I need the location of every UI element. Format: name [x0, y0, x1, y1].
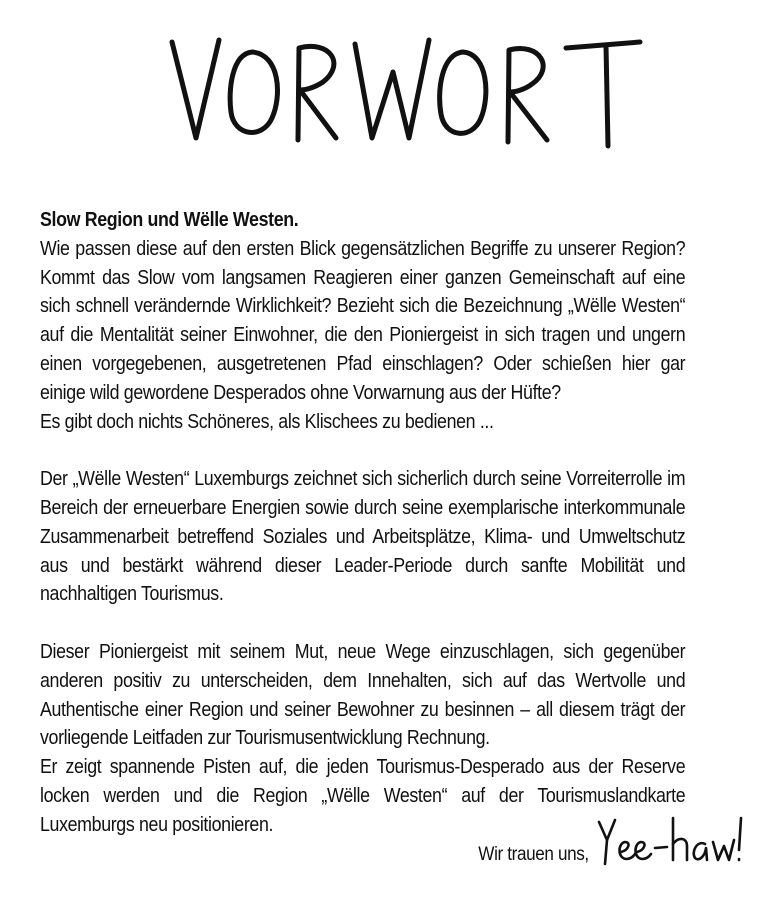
- foreword-body: [40, 206, 685, 840]
- intro-lead: Slow Region und Wëlle Westen.: [40, 209, 299, 231]
- closing-text: Wir trauen uns,: [478, 844, 589, 865]
- vorwort-handwritten-title: [0, 12, 783, 162]
- intro-text: Wie passen diese auf den ersten Blick gegensätzlichen Begriffe zu unserer Region? Kommt das Slow vom langsamen Reagieren einer ganzen Gemeinschaft auf eine sich schnell verändernde Wirklichkeit? Bezieht sich die Bezeichnung „Wëlle Westen“ auf die Mentalität seiner Einwohner, die den Pioniergeist in sich tragen und ungern einen vorgegebenen, ausgetretenen Pfad einschlagen? Oder schießen hier gar einige wild gewordene Desperados ohne Vorwarnung aus der Hüfte?: [40, 237, 686, 404]
- page-title: [0, 12, 783, 162]
- closing-line: [466, 812, 745, 872]
- paragraph-3-continued: Er zeigt spannende Pisten auf, die jeden Tourismus-Desperado aus der Reserve locken werden und die Region „Wëlle Westen“ auf der Tourismuslandkarte Luxemburgs neu positionieren.: [40, 756, 686, 836]
- intro-text-2: Es gibt doch nichts Schöneres, als Klischees zu bedienen ...: [40, 410, 494, 433]
- paragraph-2: Der „Wëlle Westen“ Luxemburgs zeichnet sich sicherlich durch seine Vorreiterrolle im Bereich der erneuerbare Energien sowie durch seine exemplarische interkommunale Zusammenarbeit betreffend Soziales und Arbeitsplätze, Klima- und Umweltschutz aus und bestärkt während dieser Leader-Periode durch sanfte Mobilität und nachhaltigen Tourismus.: [40, 468, 686, 606]
- intro-paragraph: [40, 206, 685, 408]
- paragraph-3: Dieser Pioniergeist mit seinem Mut, neue Wege einzuschlagen, sich gegenüber anderen positiv zu unterscheiden, dem Innehalten, sich auf das Wertvolle und Authentische einer Region und seiner Bewohner zu besinnen – all diesem trägt der vorliegende Leitfaden zur Tourismusentwicklung Rechnung.: [40, 640, 686, 750]
- paragraph-gap: [40, 436, 685, 465]
- paragraph-gap: [40, 609, 685, 638]
- yee-haw-signature: [595, 812, 745, 872]
